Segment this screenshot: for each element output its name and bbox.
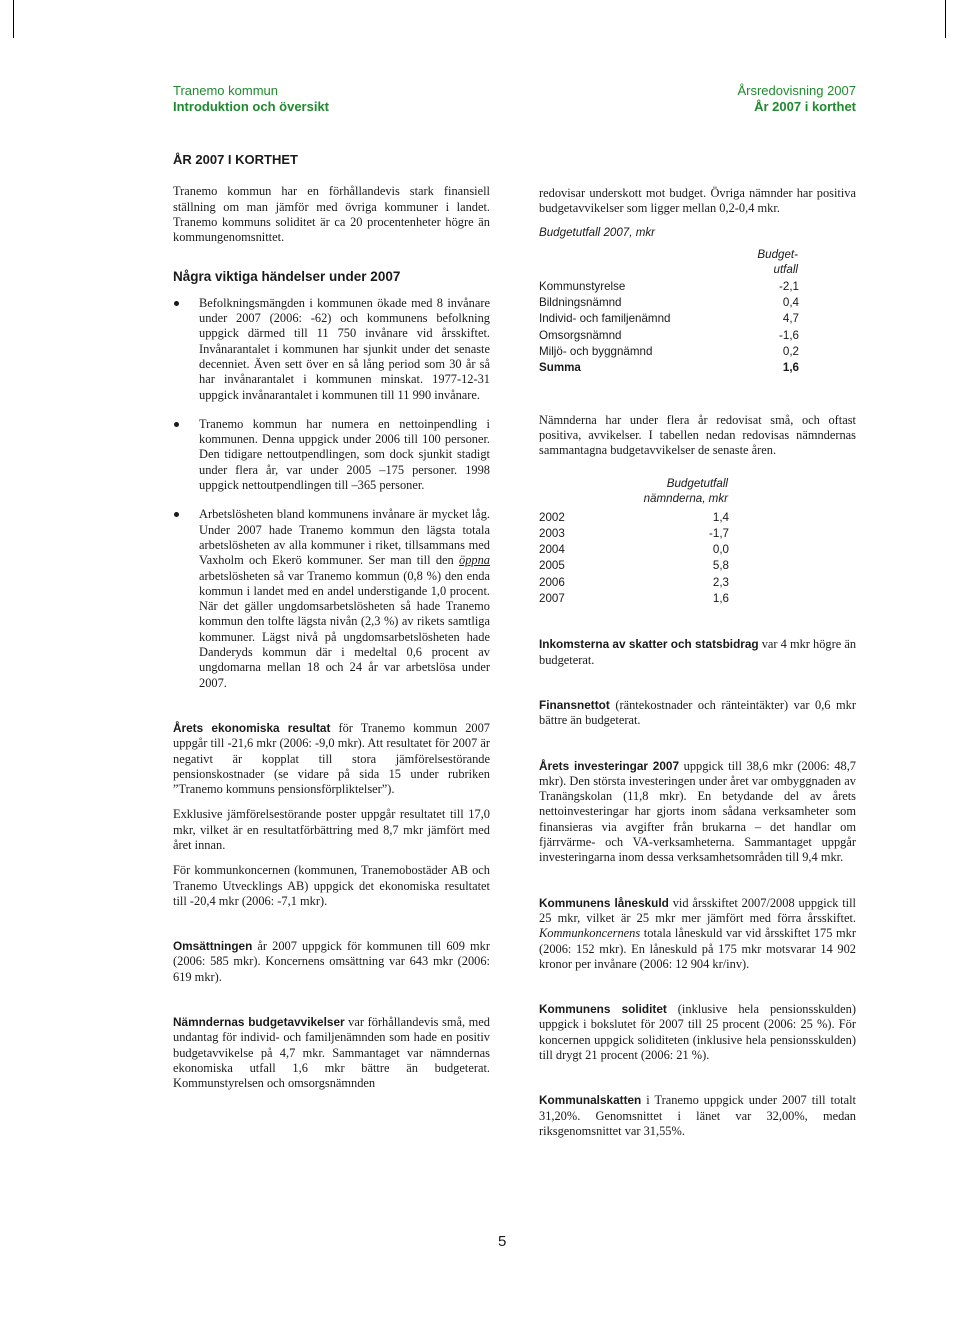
row-year: 2003 (539, 526, 565, 540)
result-paragraph (173, 721, 490, 797)
bullet-icon (174, 422, 179, 427)
list-item (173, 296, 490, 403)
finance-paragraph (539, 698, 856, 729)
debt-lead: Kommunens låneskuld (539, 895, 669, 910)
budget-lead: Nämndernas budgetavvikelser (173, 1015, 345, 1030)
result-text: för Tranemo kommun 2007 uppgår till -21,6 mkr (2006: -9,0 mkr). Att resultatet för 2007 är negativt är kopplat till stora jämförelsestörande pensionskostnader (se vidare på sida 15 under rubriken ”Tranemo kommuns pensionsförpliktelser”). (173, 720, 490, 797)
debt-paragraph (539, 896, 856, 972)
row-label: Omsorgsnämnd (539, 328, 622, 342)
table-row (539, 311, 799, 327)
row-label: Miljö- och byggnämnd (539, 345, 653, 359)
table-row (539, 328, 799, 344)
investment-text: uppgick till 38,6 mkr (2006: 48,7 mkr). Den största investeringen under året var ombyggnaden av Tranängskolan (11,8 mkr). En betydande del av årets nettoinvesteringar har gjorts inom sådana verksamheter som finansieras via avgifter från brukarna – det handlar om fjärrvärme- och VA-verksamheterna. Sammantaget uppgår investeringarna inom dessa verksamhetsområden till 9,4 mkr. (539, 758, 856, 865)
table-row (539, 510, 729, 526)
budget-paragraph (173, 1015, 490, 1091)
bullet-text: Tranemo kommun har numera en nettoinpendling i kommunen. Denna uppgick under 2006 till 100 personer. Den tidigare nettoutpendlingen, som dock sjunkit stadigt under flera år, var under 2005 –175 personer. 1998 uppgick nettoutpendlingen till –365 personer. (199, 416, 490, 493)
header-municipality: Tranemo kommun (173, 83, 278, 98)
row-year: 2004 (539, 543, 565, 557)
events-heading: Några viktiga händelser under 2007 (173, 269, 401, 285)
left-column (173, 152, 490, 1092)
right-column (539, 186, 856, 1139)
budget-header-line2: utfall (773, 262, 798, 276)
investment-lead: Årets investeringar 2007 (539, 758, 680, 773)
finance-lead: Finansnettot (539, 697, 610, 712)
row-value: -1,7 (709, 526, 729, 540)
header-section: Introduktion och översikt (173, 99, 330, 114)
row-value: -1,6 (779, 328, 799, 342)
bullet-text: Befolkningsmängden i kommunen ökade med 8 invånare under 2007 (2006: -62) och kommunens befolkning uppgick därmed till 11 750 invånare vid årsskiftet. Invånarantalet i kommunen har sjunkit under det senaste decenniet. Även sett över en så lång period som 30 år så har invånarantalet i kommunen minskat. 1977-12-31 uppgick invånarantalet i kommunen till 11 990 invånare. (199, 295, 490, 402)
solidity-text: (inklusive hela pensionsskulden) uppgick i bokslutet för 2007 till 25 procent (2006: 25 %). För koncernen uppgick soliditeten (inklusive hela pensionsskulden) till drygt 21 procent (2006: 21 %). (539, 1002, 856, 1062)
bullet-text (199, 507, 490, 689)
yearly-header-line2: nämnderna, mkr (643, 491, 728, 505)
municipal-tax-paragraph (539, 1093, 856, 1139)
table-row (539, 344, 799, 360)
bullet-icon (174, 301, 179, 306)
debt-text-cont: totala låneskuld var vid årsskiftet 175 mkr (2006: 152 mkr). En låneskuld på 175 mkr motsvarar 14 902 kronor per invånare (2006: 12 904 kr/inv). (539, 926, 856, 971)
table-row (539, 542, 729, 558)
row-year: 2005 (539, 559, 565, 573)
table-row (539, 591, 729, 607)
row-value: 0,0 (712, 543, 729, 557)
yearly-header-line1: Budgetutfall (666, 476, 728, 490)
row-year: 2007 (539, 592, 565, 606)
exclusive-paragraph: Exklusive jämförelsestörande poster uppgår resultatet till 17,0 mkr, vilket är en resultatförbättring med 8,7 mkr jämfört med året innan. (173, 807, 490, 852)
list-item (173, 507, 490, 691)
budget-table-caption: Budgetutfall 2007, mkr (539, 225, 656, 239)
row-value: 5,8 (712, 559, 729, 573)
table-row (539, 526, 729, 542)
header-report-title: Årsredovisning 2007 (737, 83, 856, 98)
header-left (173, 83, 329, 115)
turnover-paragraph (173, 939, 490, 985)
crop-mark-right (945, 0, 946, 38)
solidity-lead: Kommunens soliditet (539, 1002, 667, 1017)
turnover-text: år 2007 uppgick för kommunen till 609 mkr (2006: 585 mkr). Koncernens omsättning var 643 mkr (2006: 619 mkr). (173, 939, 490, 984)
bullet-text-part: Arbetslösheten bland kommunens invånare är mycket låg. Under 2007 hade Tranemo kommun den lägsta totala arbetslösheten av alla kommuner i riket, tillsammans med Vaxholm och Ekerö kommuner. Ser man till den (199, 507, 490, 568)
tax-paragraph (539, 637, 856, 668)
row-label: Individ- och familjenämnd (539, 312, 671, 326)
row-year: 2006 (539, 575, 565, 589)
table-row (539, 295, 799, 311)
bullet-icon (174, 512, 179, 517)
yearly-table-header (583, 475, 729, 510)
debt-text: vid årsskiftet 2007/2008 uppgick till 25 mkr, vilket är 25 mkr mer jämfört med förra årsskiftet. (539, 895, 856, 925)
budget-table (539, 246, 799, 377)
table-row (539, 279, 799, 295)
events-list (173, 296, 490, 691)
debt-emphasis: Kommunkoncernens (539, 926, 641, 941)
finance-text: (räntekostnader och ränteintäkter) var 0,6 mkr bättre än budgeterat. (539, 697, 856, 728)
sum-value: 1,6 (782, 361, 799, 375)
continuation-paragraph: redovisar underskott mot budget. Övriga nämnder har positiva budgetavvikelser som ligger mellan 0,2-0,4 mkr. (539, 186, 856, 216)
row-value: 0,2 (782, 345, 799, 359)
crop-mark-left (13, 0, 14, 38)
row-value: 1,4 (712, 510, 729, 524)
sum-label: Summa (539, 361, 581, 375)
row-value: 0,4 (782, 296, 799, 310)
table-row (539, 575, 729, 591)
budget-table-header (735, 246, 799, 279)
table-sum-row (539, 360, 799, 376)
page-title: ÅR 2007 I KORTHET (173, 152, 298, 167)
table-row (539, 558, 729, 574)
emphasis-text: öppna (459, 553, 490, 568)
bullet-text-part: arbetslösheten så var Tranemo kommun (0,8 %) den enda kommun i landet med en andel understigande 1,0 procent. När det gäller ungdomsarbetslösheten så hade Tranemo kommun den tolfte lägsta nivån (2,3 %) av rikets samtliga kommuner. Lägst nivå på ungdomsarbetslösheten hade Danderyds kommun där i medeltal 0,6 procent av ungdomarna mellan 18 och 24 år var arbetslösa under 2007. (199, 568, 490, 690)
row-value: -2,1 (779, 279, 799, 293)
solidity-paragraph (539, 1002, 856, 1063)
tax-lead: Inkomsterna av skatter och statsbidrag (539, 637, 759, 652)
row-value: 2,3 (712, 575, 729, 589)
budget-header-line1: Budget- (757, 247, 798, 261)
row-label: Kommunstyrelse (539, 279, 626, 293)
intro-paragraph: Tranemo kommun har en förhållandevis stark finansiell ställning om man jämför med övriga kommuner i landet. Tranemo kommuns soliditet är ca 20 procentenheter högre än kommungenomsnittet. (173, 184, 490, 245)
group-paragraph: För kommunkoncernen (kommunen, Tranemobostäder AB och Tranemo Utvecklings AB) uppgick det ekonomiska resultatet till -20,4 mkr (2006: -7,1 mkr). (173, 863, 490, 908)
row-value: 4,7 (782, 312, 799, 326)
committees-paragraph: Nämnderna har under flera år redovisat små, och oftast positiva, avvikelser. I tabellen nedan redovisas nämndernas sammantagna budgetavvikelser de senaste åren. (539, 412, 856, 458)
yearly-table (539, 475, 729, 608)
row-value: 1,6 (712, 592, 729, 606)
municipal-tax-text: i Tranemo uppgick under 2007 till totalt 31,20%. Genomsnittet i länet var 32,00%, medan riksgenomsnittet var 31,55%. (539, 1093, 856, 1138)
turnover-lead: Omsättningen (173, 939, 253, 954)
header-chapter: År 2007 i korthet (754, 99, 856, 114)
budget-text: var förhållandevis små, med undantag för individ- och familjenämnden som hade en positiv budgetavvikelse på 4,7 mkr. Sammantaget var nämndernas ekonomiska utfall 1,6 mkr bättre än budgeterat. Kommunstyrelsen och omsorgsnämnden (173, 1015, 491, 1091)
investment-paragraph (539, 759, 856, 866)
row-year: 2002 (539, 510, 565, 524)
result-lead: Årets ekonomiska resultat (173, 720, 331, 735)
list-item (173, 417, 490, 493)
row-label: Bildningsnämnd (539, 296, 622, 310)
header-right (737, 83, 856, 115)
page-number: 5 (498, 1233, 507, 1250)
municipal-tax-lead: Kommunalskatten (539, 1093, 642, 1108)
tax-text: var 4 mkr högre än budgeterat. (539, 637, 857, 667)
